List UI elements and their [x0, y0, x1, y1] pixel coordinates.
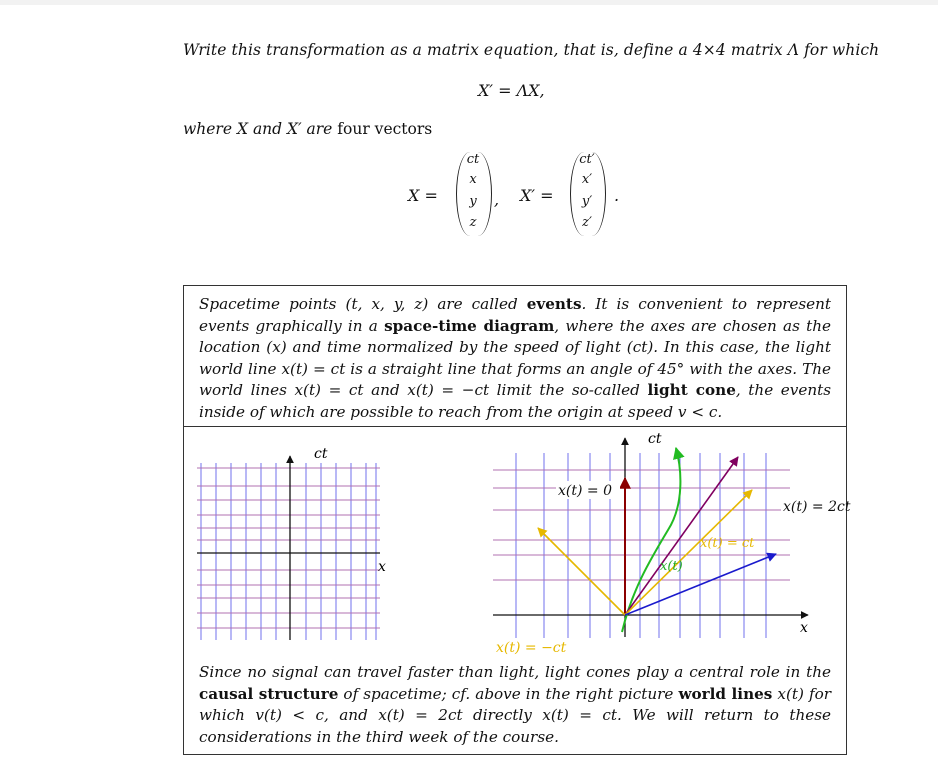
- left-grid-horizontal: [197, 468, 380, 628]
- x-entry: z: [469, 215, 477, 230]
- where-are: are: [306, 120, 333, 138]
- light-line-ct: [625, 490, 752, 615]
- x-vector-label: X =: [408, 186, 438, 205]
- term-light-cone: light cone: [647, 381, 736, 399]
- x-entry: x: [469, 172, 477, 187]
- where-xp: X′: [287, 120, 302, 138]
- label-x0: x(t) = 0: [558, 483, 612, 499]
- term-space-time-diagram: space-time diagram: [384, 316, 555, 335]
- label-xmct: x(t) = −ct: [496, 640, 567, 656]
- term-causal-structure: causal structure: [199, 684, 339, 703]
- xp-entry: y′: [581, 194, 593, 209]
- xp-vector-label: X′ =: [520, 186, 554, 205]
- right-x-label: x: [800, 620, 808, 636]
- spacetime-paragraph: Spacetime points (t, x, y, z) are called events. It is convenient to represent events graphically in a space-time diagram, where the axes are chosen as the location (x) and time normalized by the speed of light (ct). In this case, the light world line x(t) = ct is a straight line that forms an angle of 45° with the axes. The world lines x(t) = ct and x(t) = −ct limit the so-called light cone, the events inside of which are possible to reach from the origin at speed v < c.: [199, 295, 832, 421]
- label-xct: x(t) = ct: [700, 536, 755, 551]
- light-line-minus-ct: [538, 528, 625, 615]
- where-tail: four vectors: [337, 120, 433, 138]
- where-and: and: [252, 120, 283, 138]
- right-spacetime-diagram: [493, 431, 851, 656]
- xp-entry: z′: [582, 215, 592, 230]
- vector-comma: ,: [494, 190, 500, 209]
- x-entry: y: [469, 194, 477, 209]
- matrix-equation: X′ = ΛX,: [478, 81, 545, 100]
- left-ct-label: ct: [314, 446, 328, 462]
- x-entry: ct: [466, 152, 480, 167]
- xp-entry: x′: [581, 172, 593, 187]
- term-world-lines: world lines: [678, 684, 773, 703]
- right-grid-horizontal: [493, 470, 790, 580]
- label-x2ct: x(t) = 2ct: [783, 499, 851, 515]
- xp-entry: ct′: [579, 152, 595, 167]
- term-events: events: [526, 295, 582, 313]
- label-xt: x(t): [660, 559, 683, 574]
- left-x-label: x: [378, 559, 386, 575]
- left-spacetime-diagram: [197, 446, 386, 640]
- where-word: where: [183, 120, 233, 138]
- intro-sentence: Write this transformation as a matrix equation, that is, define a 4×4 matrix Λ for which: [183, 41, 880, 59]
- right-ct-label: ct: [648, 431, 662, 447]
- causal-paragraph: Since no signal can travel faster than light, light cones play a central role in the causal structure of spacetime; cf. above in the right picture world lines x(t) for which v(t) < c, and x(t) = 2ct directly x(t) = ct. We will return to these considerations in the third week of the course.: [199, 663, 831, 746]
- vector-period: .: [614, 186, 620, 205]
- where-x: X: [236, 120, 248, 138]
